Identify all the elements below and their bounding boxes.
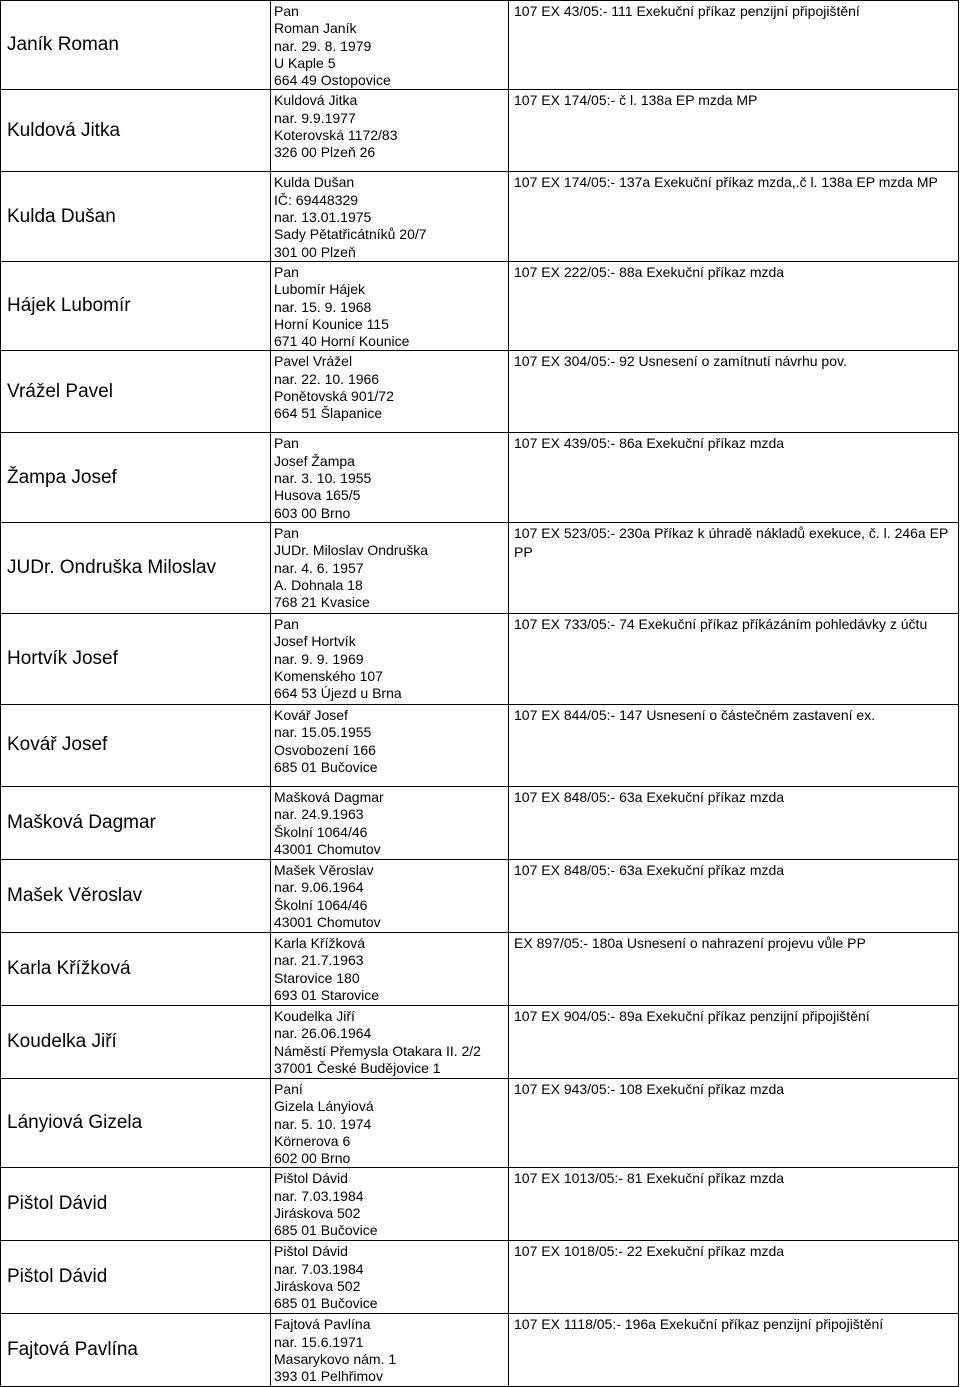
- party-detail-line: Školní 1064/46: [274, 823, 368, 840]
- party-name-cell: Pištol Dávid: [1, 1168, 271, 1241]
- party-details-cell: [271, 433, 509, 522]
- party-detail-line: Koudelka Jiří: [274, 1007, 355, 1024]
- party-detail-line: Paní: [274, 1080, 303, 1097]
- party-detail-line: 664 51 Šlapanice: [274, 405, 383, 422]
- party-details-cell: [271, 1078, 509, 1167]
- party-detail-line: Roman Janík: [274, 20, 357, 37]
- party-name-cell: Hortvík Josef: [1, 613, 271, 704]
- party-detail-line: nar. 26.06.1964: [274, 1025, 372, 1042]
- party-details-cell: [271, 613, 509, 704]
- document-cell: 107 EX 943/05:- 108 Exekuční příkaz mzda: [509, 1078, 959, 1167]
- document-cell: 107 EX 304/05:- 92 Usnesení o zamítnutí návrhu pov.: [509, 351, 959, 433]
- party-detail-line: Horní Kounice 115: [274, 315, 389, 332]
- party-detail-line: 685 01 Bučovice: [274, 1295, 378, 1312]
- document-cell: 107 EX 174/05:- 137a Exekuční příkaz mzda,.č l. 138a EP mzda MP: [509, 172, 959, 261]
- party-name-cell: Kuldová Jitka: [1, 90, 271, 172]
- party-detail-line: Pan: [274, 524, 299, 541]
- document-cell: 107 EX 1118/05:- 196a Exekuční příkaz penzijní připojištění: [509, 1314, 959, 1387]
- party-details-cell: [271, 261, 509, 350]
- document-cell: 107 EX 43/05:- 111 Exekuční příkaz penzijní připojištění: [509, 1, 959, 90]
- table-row: [1, 1, 959, 90]
- party-detail-line: Lubomír Hájek: [274, 281, 366, 298]
- party-name-cell: Pištol Dávid: [1, 1241, 271, 1314]
- party-detail-line: nar. 21.7.1963: [274, 952, 364, 969]
- party-detail-line: nar. 7.03.1984: [274, 1260, 364, 1277]
- party-detail-line: JUDr. Miloslav Ondruška: [274, 542, 429, 559]
- party-detail-line: 43001 Chomutov: [274, 913, 381, 930]
- table-row: [1, 90, 959, 172]
- party-detail-line: Husova 165/5: [274, 487, 361, 504]
- party-details-cell: [271, 704, 509, 786]
- party-detail-line: nar. 29. 8. 1979: [274, 37, 372, 54]
- table-row: [1, 704, 959, 786]
- party-detail-line: Komenského 107: [274, 667, 383, 684]
- table-row: [1, 1314, 959, 1387]
- party-name-cell: Fajtová Pavlína: [1, 1314, 271, 1387]
- document-cell: EX 897/05:- 180a Usnesení o nahrazení projevu vůle PP: [509, 932, 959, 1005]
- party-detail-line: nar. 13.01.1975: [274, 209, 372, 226]
- party-detail-line: U Kaple 5: [274, 54, 336, 71]
- party-name-cell: Žampa Josef: [1, 433, 271, 522]
- party-name-cell: Mašek Věroslav: [1, 859, 271, 932]
- party-detail-line: A. Dohnala 18: [274, 576, 363, 593]
- party-detail-line: Mašek Věroslav: [274, 861, 374, 878]
- table-row: [1, 1241, 959, 1314]
- party-detail-line: Pan: [274, 435, 299, 452]
- party-detail-line: nar. 4. 6. 1957: [274, 559, 364, 576]
- party-detail-line: Josef Hortvík: [274, 633, 356, 650]
- party-detail-line: Fajtová Pavlína: [274, 1316, 371, 1333]
- party-name-cell: Hájek Lubomír: [1, 261, 271, 350]
- party-detail-line: 664 49 Ostopovice: [274, 72, 391, 89]
- party-detail-line: nar. 22. 10. 1966: [274, 370, 380, 387]
- party-detail-line: Mašková Dagmar: [274, 788, 384, 805]
- party-detail-line: Pavel Vrážel: [274, 353, 353, 370]
- party-details-cell: [271, 932, 509, 1005]
- party-detail-line: Ponětovská 901/72: [274, 388, 394, 405]
- table-row: [1, 433, 959, 522]
- table-row: [1, 613, 959, 704]
- party-detail-line: nar. 24.9.1963: [274, 806, 364, 823]
- document-cell: 107 EX 904/05:- 89a Exekuční příkaz penzijní připojištění: [509, 1005, 959, 1078]
- party-detail-line: nar. 9.9.1977: [274, 109, 356, 126]
- document-cell: 107 EX 733/05:- 74 Exekuční příkaz příkázáním pohledávky z účtu: [509, 613, 959, 704]
- table-row: [1, 786, 959, 859]
- party-detail-line: Koterovská 1172/83: [274, 127, 398, 144]
- party-detail-line: Körnerova 6: [274, 1132, 351, 1149]
- document-cell: 107 EX 174/05:- č l. 138a EP mzda MP: [509, 90, 959, 172]
- party-name-cell: Koudelka Jiří: [1, 1005, 271, 1078]
- party-name-cell: Vrážel Pavel: [1, 351, 271, 433]
- party-detail-line: 768 21 Kvasice: [274, 594, 370, 611]
- party-detail-line: Kuldová Jitka: [274, 92, 358, 109]
- party-detail-line: 664 53 Újezd u Brna: [274, 685, 402, 702]
- party-detail-line: IČ: 69448329: [274, 191, 359, 208]
- party-detail-line: Masarykovo nám. 1: [274, 1351, 397, 1368]
- party-detail-line: Josef Žampa: [274, 452, 355, 469]
- party-detail-line: 326 00 Plzeň 26: [274, 144, 376, 161]
- party-details-cell: [271, 1, 509, 90]
- party-detail-line: nar. 15. 9. 1968: [274, 298, 372, 315]
- document-cell: 107 EX 523/05:- 230a Příkaz k úhradě nákladů exekuce, č. l. 246a EP PP: [509, 522, 959, 613]
- party-details-cell: [271, 172, 509, 261]
- party-detail-line: Pištol Dávid: [274, 1243, 348, 1260]
- party-detail-line: 602 00 Brno: [274, 1150, 351, 1167]
- party-detail-line: nar. 15.05.1955: [274, 724, 372, 741]
- table-row: [1, 261, 959, 350]
- party-detail-line: Pan: [274, 3, 299, 19]
- party-name-cell: Lányiová Gizela: [1, 1078, 271, 1167]
- party-details-cell: [271, 90, 509, 172]
- party-details-cell: [271, 859, 509, 932]
- party-detail-line: nar. 15.6.1971: [274, 1333, 364, 1350]
- party-details-cell: [271, 1314, 509, 1387]
- party-name-cell: Janík Roman: [1, 1, 271, 90]
- document-cell: 107 EX 848/05:- 63a Exekuční příkaz mzda: [509, 859, 959, 932]
- party-name-cell: Kulda Dušan: [1, 172, 271, 261]
- party-details-cell: [271, 786, 509, 859]
- document-cell: 107 EX 848/05:- 63a Exekuční příkaz mzda: [509, 786, 959, 859]
- document-cell: 107 EX 1013/05:- 81 Exekuční příkaz mzda: [509, 1168, 959, 1241]
- party-details-cell: [271, 1005, 509, 1078]
- document-cell: 107 EX 844/05:- 147 Usnesení o částečném zastavení ex.: [509, 704, 959, 786]
- party-detail-line: Pištol Dávid: [274, 1170, 348, 1187]
- party-detail-line: Starovice 180: [274, 969, 360, 986]
- party-detail-line: Karla Křížková: [274, 934, 366, 951]
- party-name-cell: JUDr. Ondruška Miloslav: [1, 522, 271, 613]
- party-details-cell: [271, 1168, 509, 1241]
- table-row: [1, 1168, 959, 1241]
- party-detail-line: 43001 Chomutov: [274, 840, 381, 857]
- table-row: [1, 172, 959, 261]
- party-detail-line: 301 00 Plzeň: [274, 243, 356, 260]
- party-detail-line: 685 01 Bučovice: [274, 758, 378, 775]
- party-name-cell: Kovář Josef: [1, 704, 271, 786]
- document-cell: 107 EX 439/05:- 86a Exekuční příkaz mzda: [509, 433, 959, 522]
- party-detail-line: Sady Pětatřicátníků 20/7: [274, 226, 427, 243]
- table-row: [1, 859, 959, 932]
- records-table-body: [1, 1, 959, 1387]
- party-detail-line: nar. 9.06.1964: [274, 879, 364, 896]
- party-detail-line: nar. 7.03.1984: [274, 1187, 364, 1204]
- party-detail-line: 685 01 Bučovice: [274, 1222, 378, 1239]
- party-detail-line: nar. 3. 10. 1955: [274, 470, 372, 487]
- party-detail-line: 393 01 Pelhřimov: [274, 1368, 383, 1385]
- table-row: [1, 932, 959, 1005]
- party-detail-line: Školní 1064/46: [274, 896, 368, 913]
- table-row: [1, 351, 959, 433]
- party-detail-line: 693 01 Starovice: [274, 986, 380, 1003]
- party-details-cell: [271, 351, 509, 433]
- party-detail-line: Pan: [274, 615, 299, 632]
- table-row: [1, 1005, 959, 1078]
- table-row: [1, 522, 959, 613]
- party-detail-line: 603 00 Brno: [274, 504, 351, 521]
- party-name-cell: Karla Křížková: [1, 932, 271, 1005]
- party-detail-line: Náměstí Přemysla Otakara II. 2/2: [274, 1042, 481, 1059]
- party-detail-line: 37001 České Budějovice 1: [274, 1059, 441, 1076]
- party-detail-line: nar. 9. 9. 1969: [274, 650, 364, 667]
- party-detail-line: Jiráskova 502: [274, 1205, 361, 1222]
- party-detail-line: Gizela Lányiová: [274, 1098, 374, 1115]
- party-name-cell: Mašková Dagmar: [1, 786, 271, 859]
- party-details-cell: [271, 1241, 509, 1314]
- table-row: [1, 1078, 959, 1167]
- party-detail-line: nar. 5. 10. 1974: [274, 1115, 372, 1132]
- party-detail-line: 671 40 Horní Kounice: [274, 333, 410, 350]
- party-detail-line: Pan: [274, 263, 299, 280]
- document-cell: 107 EX 1018/05:- 22 Exekuční příkaz mzda: [509, 1241, 959, 1314]
- party-detail-line: Osvobození 166: [274, 741, 376, 758]
- party-detail-line: Jiráskova 502: [274, 1278, 361, 1295]
- party-details-cell: [271, 522, 509, 613]
- party-detail-line: Kulda Dušan: [274, 174, 355, 191]
- party-detail-line: Kovář Josef: [274, 706, 348, 723]
- document-cell: 107 EX 222/05:- 88a Exekuční příkaz mzda: [509, 261, 959, 350]
